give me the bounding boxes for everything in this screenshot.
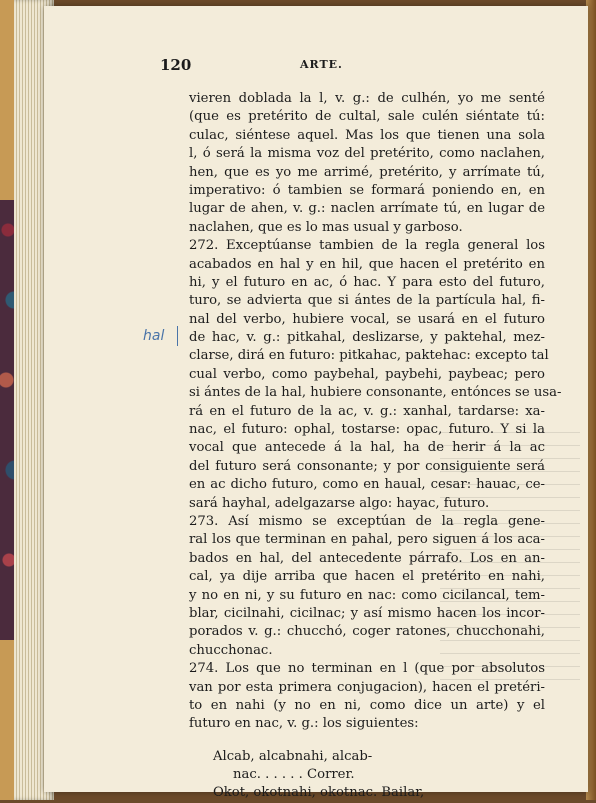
text-line: imperativo: ó tambien se formará poniendo en, en [189, 182, 545, 198]
text-line: y no en ni, y su futuro en nac: como cicilancal, tem- [189, 587, 545, 603]
text-line: bados en hal, del antecedente párrafo. Los en an- [189, 550, 545, 566]
text-line: nac. . . . . . Correr. [233, 767, 355, 783]
text-line: l, ó será la misma voz del pretérito, como naclahen, [189, 146, 545, 162]
text-line: chucchonac. [189, 642, 273, 658]
text-line: vocal que antecede á la hal, ha de herir á la ac [189, 440, 545, 456]
text-line: Alcab, alcabnahi, alcab- [213, 748, 373, 764]
text-line: lugar de ahen, v. g.: naclen arrímate tú, en lugar de [189, 201, 545, 217]
text-line: clarse, dirá en futuro: pitkahac, paktehac: excepto tal [189, 348, 549, 364]
text-line: de hac, v. g.: pitkahal, deslizarse, y paktehal, mez- [189, 330, 545, 346]
text-line: hi, y el futuro en ac, ó hac. Y para esto del futuro, [189, 274, 545, 290]
text-line: acabados en hal y en hil, que hacen el pretérito en [189, 256, 545, 272]
text-line: del futuro será consonante; y por consiguiente será [189, 458, 545, 474]
text-line: rá en el futuro de la ac, v. g.: xanhal, tardarse: xa- [189, 403, 545, 419]
text-line: nac, el futuro: ophal, tostarse: opac, futuro. Y si la [189, 422, 545, 438]
page-number: 120 [160, 56, 192, 74]
text-line: culac, siéntese aquel. Mas los que tienen una sola [189, 127, 545, 143]
text-line: naclahen, que es lo mas usual y garboso. [189, 219, 463, 235]
text-line: (que es pretérito de cultal, sale culén siéntate tú: [189, 109, 545, 125]
text-line: cual verbo, como paybehal, paybehi, paybeac; pero [189, 366, 545, 382]
body-text [189, 90, 562, 803]
page-header [160, 56, 460, 78]
text-line: blar, cicilnahi, cicilnac; y así mismo hacen los incor- [189, 605, 545, 621]
text-line: sará hayhal, adelgazarse algo: hayac, futuro. [189, 495, 490, 511]
text-line: 274. Los que no terminan en l (que por absolutos [189, 661, 545, 677]
text-line: Okot, okotnahi, okotnac. Bailar, [213, 785, 425, 801]
text-line: 272. Exceptúanse tambien de la regla general los [189, 238, 545, 254]
text-line: turo, se advierta que si ántes de la partícula hal, fi- [189, 293, 545, 309]
text-line: porados v. g.: chucchó, coger ratones, chucchonahi, [189, 624, 545, 640]
handwritten-margin-note: hal [143, 328, 165, 344]
text-line: futuro en nac, v. g.: los siguientes: [189, 716, 419, 732]
blank-line [189, 734, 545, 748]
running-head: ARTE. [300, 58, 343, 71]
text-line: 273. Así mismo se exceptúan de la regla gene- [189, 513, 545, 529]
text-line: cal, ya dije arriba que hacen el pretérito en nahi, [189, 569, 545, 585]
text-line: to en nahi (y no en ni, como dice un arte) y el [189, 697, 545, 713]
margin-mark [177, 326, 178, 346]
text-line: nal del verbo, hubiere vocal, se usará en el futuro [189, 311, 545, 327]
text-line: hen, que es yo me arrimé, pretérito, y arrímate tú, [189, 164, 545, 180]
text-line: si ántes de la hal, hubiere consonante, entónces se usa- [189, 385, 562, 401]
text-line: ral los que terminan en pahal, pero siguen á los aca- [189, 532, 545, 548]
text-line: vieren doblada la l, v. g.: de culhén, yo me senté [189, 91, 545, 106]
text-line: van por esta primera conjugacion), hacen el pretéri- [189, 679, 545, 695]
text-line: en ac dicho futuro, como en haual, cesar: hauac, ce- [189, 477, 545, 493]
